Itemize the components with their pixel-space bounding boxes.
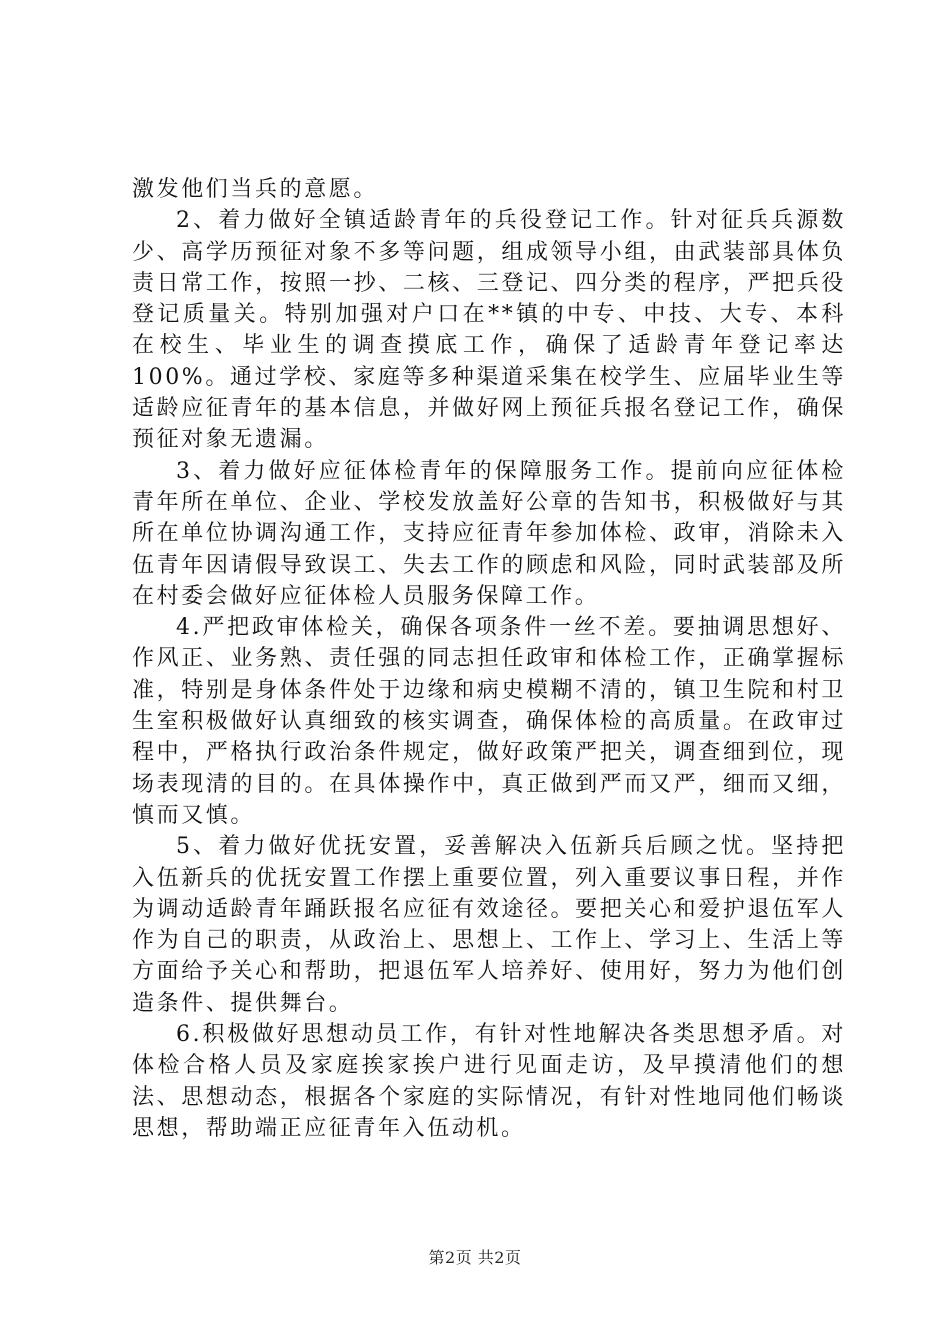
document-body [132, 174, 846, 1144]
paragraph-3-physical-exam-support: 3、着力做好应征体检青年的保障服务工作。提前向应征体检青年所在单位、企业、学校发放盖好公章的告知书，积极做好与其所在单位协调沟通工作，支持应征青年参加体检、政审，消除未入伍青年因请假导致误工、失去工作的顾虑和风险，同时武装部及所在村委会做好应征体检人员服务保障工作。 [132, 458, 846, 609]
paragraph-continuation: 激发他们当兵的意愿。 [132, 177, 379, 202]
paragraph-6-mobilization: 6.积极做好思想动员工作，有针对性地解决各类思想矛盾。对体检合格人员及家庭挨家挨户进行见面走访，及早摸清他们的想法、思想动态，根据各个家庭的实际情况，有针对性地同他们畅谈思想，帮助端正应征青年入伍动机。 [132, 1022, 846, 1141]
page-number: 第2页 共2页 [428, 1248, 522, 1267]
page-footer [0, 1248, 950, 1268]
paragraph-2-military-registration: 2、着力做好全镇适龄青年的兵役登记工作。针对征兵兵源数少、高学历预征对象不多等问题，组成领导小组，由武装部具体负责日常工作，按照一抄、二核、三登记、四分类的程序，严把兵役登记质量关。特别加强对户口在**镇的中专、中技、大专、本科在校生、毕业生的调查摸底工作，确保了适龄青年登记率达100%。通过学校、家庭等多种渠道采集在校学生、应届毕业生等适龄应征青年的基本信息，并做好网上预征兵报名登记工作，确保预征对象无遗漏。 [132, 208, 846, 453]
paragraph-4-political-review: 4.严把政审体检关，确保各项条件一丝不差。要抽调思想好、作风正、业务熟、责任强的同志担任政审和体检工作，正确掌握标准，特别是身体条件处于边缘和病史模糊不清的，镇卫生院和村卫生室积极做好认真细致的核实调查，确保体检的高质量。在政审过程中，严格执行政治条件规定，做好政策严把关，调查细到位，现场表现清的目的。在具体操作中，真正做到严而又严，细而又细，慎而又慎。 [132, 615, 846, 828]
paragraph-5-resettlement: 5、着力做好优抚安置，妥善解决入伍新兵后顾之忧。坚持把入伍新兵的优抚安置工作摆上重要位置，列入重要议事日程，并作为调动适龄青年踊跃报名应征有效途径。要把关心和爱护退伍军人作为自己的职责，从政治上、思想上、工作上、学习上、生活上等方面给予关心和帮助，把退伍军人培养好、使用好，努力为他们创造条件、提供舞台。 [132, 834, 846, 1016]
